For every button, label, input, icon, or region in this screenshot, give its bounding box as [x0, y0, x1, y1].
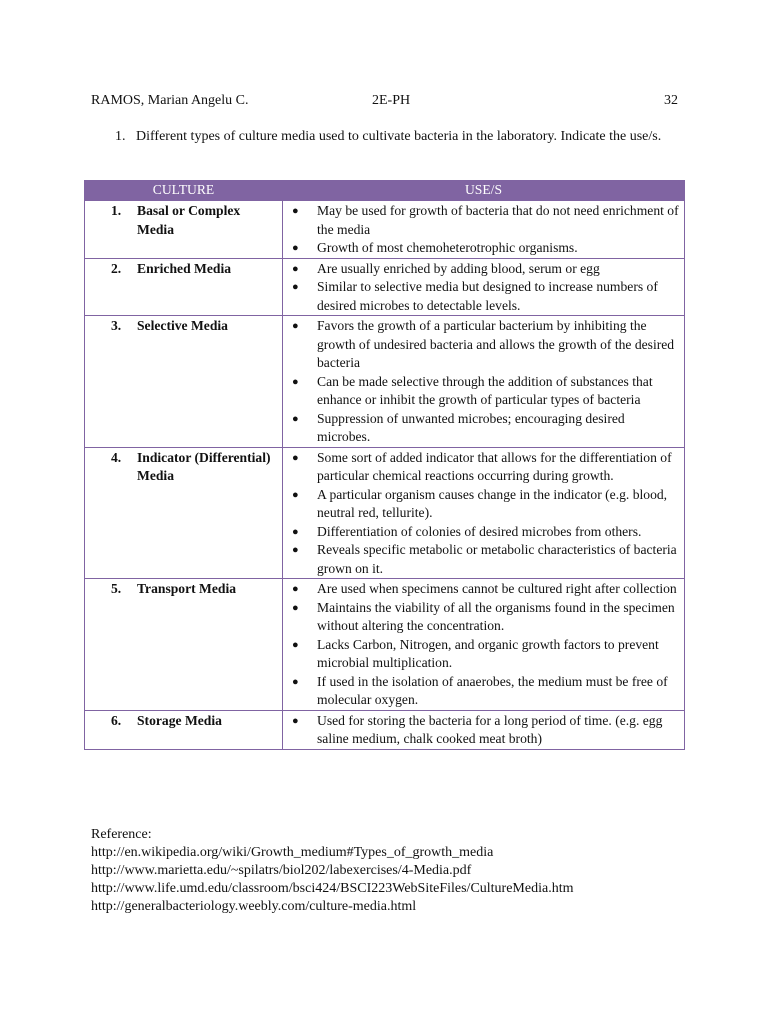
uses-cell — [283, 201, 685, 259]
culture-name: Indicator (Differential) Media — [137, 449, 271, 483]
uses-list — [287, 449, 680, 579]
bullet-icon: ● — [292, 242, 299, 254]
table-row — [85, 258, 685, 316]
bullet-icon: ● — [292, 638, 299, 651]
use-text: Similar to selective media but designed to increase numbers of desired microbes to detectable levels. — [317, 279, 658, 313]
use-item — [287, 580, 680, 599]
use-item — [287, 449, 680, 486]
bullet-icon: ● — [292, 583, 299, 595]
bullet-icon: ● — [292, 525, 299, 538]
references-label: Reference: — [91, 827, 152, 842]
bullet-icon: ● — [292, 488, 299, 501]
uses-cell — [283, 447, 685, 579]
table-row — [85, 710, 685, 749]
use-text: Used for storing the bacteria for a long period of time. (e.g. egg saline medium, chalk cooked meat broth) — [317, 712, 663, 746]
culture-name: Enriched Media — [137, 260, 232, 276]
question-text: Different types of culture media used to cultivate bacteria in the laboratory. Indicate the use/s. — [136, 129, 662, 144]
culture-media-table — [84, 180, 685, 750]
use-text: Growth of most chemoheterotrophic organisms. — [317, 240, 578, 255]
use-item — [287, 486, 680, 523]
use-text: Lacks Carbon, Nitrogen, and organic growth factors to prevent microbial multiplication. — [317, 636, 659, 670]
use-text: Differentiation of colonies of desired microbes from others. — [317, 523, 642, 539]
use-text: Favors the growth of a particular bacterium by inhibiting the growth of undesired bacteria and allows the growth of the desired bacteria — [317, 318, 675, 370]
student-name: RAMOS, Marian Angelu C. — [91, 93, 249, 108]
reference-link[interactable]: http://www.life.umd.edu/classroom/bsci424/BSCI223WebSiteFiles/CultureMedia.htm — [91, 881, 574, 896]
page-header — [91, 93, 678, 111]
bullet-icon: ● — [292, 205, 299, 217]
culture-number: 4. — [111, 449, 122, 465]
uses-cell — [283, 316, 685, 448]
table-body — [85, 201, 685, 750]
use-item — [287, 636, 680, 673]
column-header-culture: CULTURE — [85, 180, 283, 201]
use-text: Some sort of added indicator that allows for the differentiation of particular chemical reactions occurring during growth. — [317, 449, 672, 483]
use-item — [287, 278, 680, 315]
class-section: 2E-PH — [372, 93, 411, 108]
use-text: Can be made selective through the addition of substances that enhance or inhibit the growth of particular types of bacteria — [317, 373, 653, 407]
bullet-icon: ● — [292, 714, 299, 727]
culture-number: 2. — [111, 260, 122, 276]
use-item — [287, 599, 680, 636]
bullet-icon: ● — [292, 675, 299, 688]
culture-name: Selective Media — [137, 318, 228, 333]
use-item — [287, 260, 680, 279]
bullet-icon: ● — [292, 544, 299, 556]
uses-cell — [283, 258, 685, 316]
question — [115, 127, 675, 146]
use-item — [287, 523, 680, 542]
use-item — [287, 410, 680, 447]
use-text: If used in the isolation of anaerobes, the medium must be free of molecular oxygen. — [317, 673, 668, 707]
culture-number: 3. — [111, 318, 122, 333]
uses-list — [287, 317, 680, 447]
use-text: May be used for growth of bacteria that do not need enrichment of the media — [317, 203, 679, 237]
use-item — [287, 712, 680, 749]
culture-name: Basal or Complex Media — [137, 203, 241, 237]
use-item — [287, 202, 680, 239]
table-row — [85, 579, 685, 711]
bullet-icon: ● — [292, 601, 299, 614]
culture-cell — [85, 447, 283, 579]
use-item — [287, 373, 680, 410]
table-row — [85, 447, 685, 579]
use-text: Reveals specific metabolic or metabolic characteristics of bacteria grown on it. — [317, 542, 677, 576]
culture-number: 1. — [111, 203, 122, 218]
culture-name: Transport Media — [137, 581, 237, 596]
uses-cell — [283, 579, 685, 711]
use-item — [287, 673, 680, 710]
use-item — [287, 541, 680, 578]
culture-cell — [85, 258, 283, 316]
bullet-icon: ● — [292, 412, 299, 425]
bullet-icon: ● — [292, 320, 299, 332]
reference-link[interactable]: http://www.marietta.edu/~spilatrs/biol202/labexercises/4-Media.pdf — [91, 863, 472, 878]
bullet-icon: ● — [292, 281, 299, 293]
culture-cell — [85, 316, 283, 448]
use-text: Are used when specimens cannot be cultured right after collection — [317, 581, 677, 596]
uses-list — [287, 260, 680, 316]
uses-list — [287, 202, 680, 258]
table-row — [85, 201, 685, 259]
culture-cell — [85, 201, 283, 259]
reference-link[interactable]: http://generalbacteriology.weebly.com/culture-media.html — [91, 899, 417, 914]
culture-name: Storage Media — [137, 712, 222, 728]
culture-cell — [85, 710, 283, 749]
culture-number: 5. — [111, 581, 122, 596]
use-text: A particular organism causes change in the indicator (e.g. blood, neutral red, tellurite). — [317, 486, 668, 520]
bullet-icon: ● — [292, 262, 299, 275]
use-text: Maintains the viability of all the organisms found in the specimen without altering the concentration. — [317, 599, 675, 633]
culture-number: 6. — [111, 712, 122, 728]
column-header-uses: USE/S — [283, 180, 685, 201]
use-item — [287, 317, 680, 373]
uses-list — [287, 580, 680, 710]
use-item — [287, 239, 680, 258]
table-header-row — [85, 180, 685, 201]
uses-list — [287, 712, 680, 749]
bullet-icon: ● — [292, 451, 299, 464]
table-row — [85, 316, 685, 448]
student-number: 32 — [664, 93, 678, 108]
use-text: Suppression of unwanted microbes; encouraging desired microbes. — [317, 410, 625, 444]
bullet-icon: ● — [292, 375, 299, 388]
question-number: 1. — [115, 129, 126, 144]
use-text: Are usually enriched by adding blood, serum or egg — [317, 260, 600, 276]
uses-cell — [283, 710, 685, 749]
culture-cell — [85, 579, 283, 711]
references — [91, 826, 573, 916]
reference-link[interactable]: http://en.wikipedia.org/wiki/Growth_medium#Types_of_growth_media — [91, 845, 494, 860]
